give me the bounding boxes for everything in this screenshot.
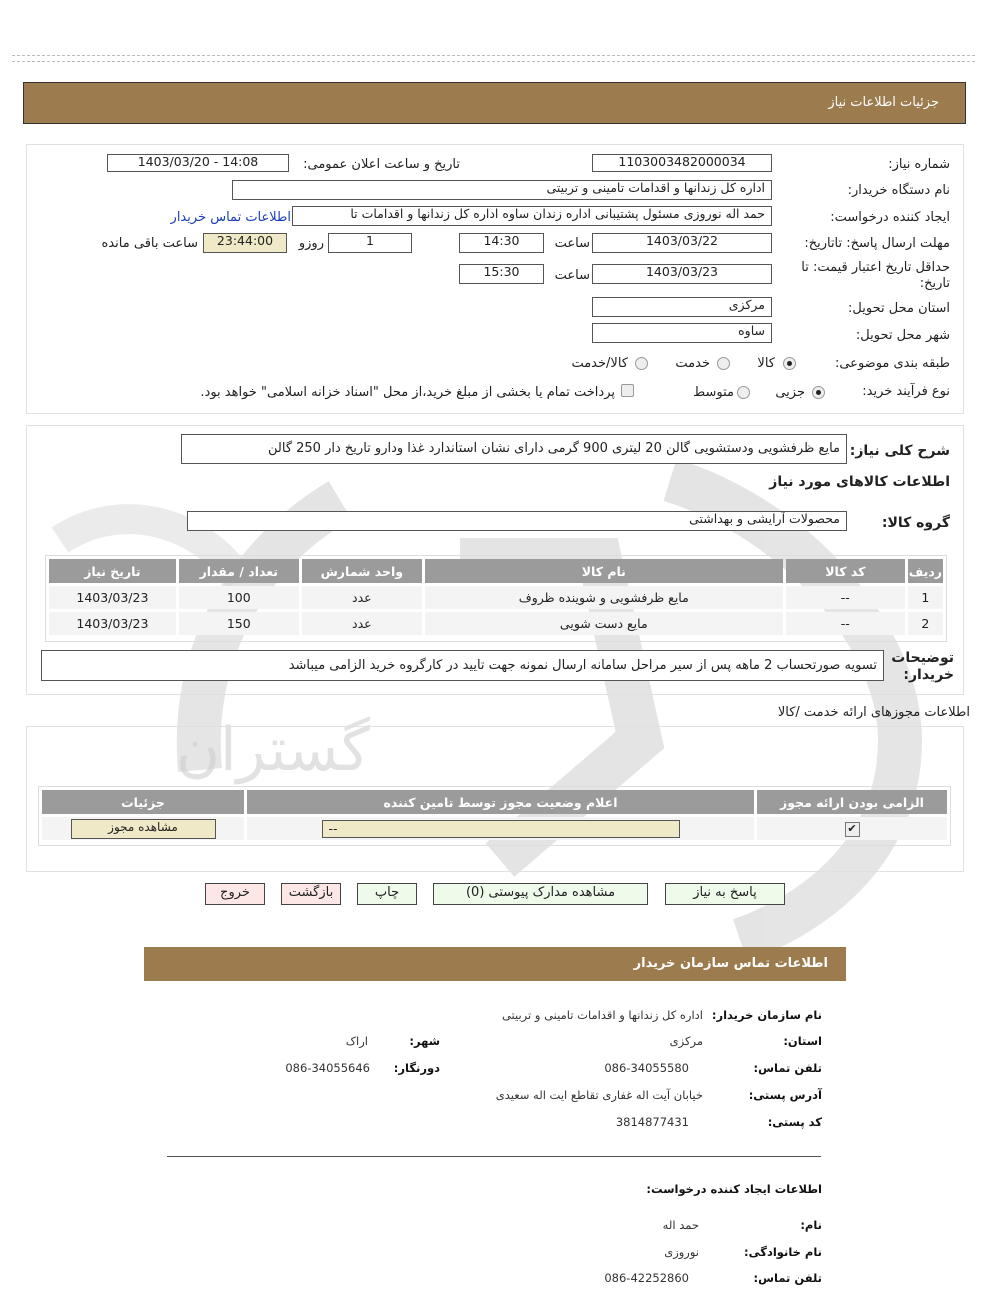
creator-family-value: نوروزی: [664, 1245, 699, 1259]
table-row: [49, 586, 943, 609]
buyer-notes-field: تسویه صورتحساب 2 ماهه پس از سیر مراحل سامانه ارسال نمونه جهت تایید در کارگروه خرید الزامی میباشد: [41, 650, 884, 681]
treasury-payment-checkbox[interactable]: [621, 384, 634, 397]
exit-button[interactable]: خروج: [205, 883, 265, 905]
process-minor-label: جزیی: [775, 385, 805, 400]
page-title: جزئیات اطلاعات نیاز: [828, 95, 939, 110]
deadline-date-field: 1403/03/22: [592, 233, 772, 253]
print-button[interactable]: چاپ: [357, 883, 417, 905]
contact-title: اطلاعات تماس سازمان خریدار: [633, 956, 828, 971]
deadline-label: مهلت ارسال پاسخ: تاتاریخ:: [804, 236, 950, 251]
days-field: 1: [328, 233, 412, 253]
remaining-time-label: ساعت باقی مانده: [101, 236, 198, 251]
process-medium-radio[interactable]: [737, 386, 750, 399]
col-qty: تعداد / مقدار: [179, 559, 299, 583]
contact-divider: [167, 1156, 821, 1157]
need-number-label: شماره نیاز:: [888, 157, 950, 172]
contact-fax-label: دورنگار:: [393, 1061, 440, 1075]
process-minor-radio[interactable]: [812, 386, 825, 399]
col-date: تاریخ نیاز: [49, 559, 176, 583]
category-label: طبقه بندی موضوعی:: [834, 356, 950, 371]
buyer-name-label: نام دستگاه خریدار:: [847, 183, 950, 198]
col-permit-status: اعلام وضعیت مجوز توسط تامین کننده: [247, 790, 754, 814]
back-button[interactable]: بازگشت: [281, 883, 341, 905]
top-divider: [12, 55, 975, 62]
contact-fax-value: 086-34055646: [285, 1061, 370, 1075]
creator-family-label: نام خانوادگی:: [744, 1245, 822, 1259]
contact-city-label: شهر:: [409, 1034, 440, 1048]
process-medium-label: متوسط: [693, 385, 734, 400]
permit-details-cell: [42, 817, 244, 840]
contact-phone-value: 086-34055580: [604, 1061, 689, 1075]
page-header: [23, 82, 966, 124]
view-permit-button[interactable]: مشاهده مجوز: [71, 819, 216, 839]
col-row: ردیف: [908, 559, 943, 583]
category-both-label: کالا/خدمت: [571, 356, 628, 371]
creator-name-label: نام:: [800, 1218, 822, 1232]
contact-address-label: آدرس پستی:: [748, 1088, 822, 1102]
category-both-radio[interactable]: [635, 357, 648, 370]
goods-table-frame: [45, 555, 947, 642]
goods-qty: 150: [226, 616, 251, 631]
goods-date: 1403/03/23: [76, 590, 149, 605]
process-type-label: نوع فرآیند خرید:: [862, 384, 950, 399]
goods-unit: عدد: [352, 616, 372, 631]
permit-status-cell: [247, 817, 754, 840]
buyer-name-field: اداره کل زندانها و اقدامات تامینی و تربیتی: [232, 180, 772, 200]
permit-status-field[interactable]: --: [322, 820, 680, 838]
contact-province-value: مرکزی: [669, 1034, 703, 1048]
city-label: شهر محل تحویل:: [855, 328, 950, 343]
announce-date-label: تاریخ و ساعت اعلان عمومی:: [303, 157, 460, 172]
contact-postal-label: کد پستی:: [767, 1115, 822, 1129]
row-index: 1: [921, 590, 930, 605]
goods-group-label: گروه کالا:: [881, 515, 950, 531]
goods-section-title: اطلاعات کالاهای مورد نیاز: [769, 474, 950, 490]
category-goods-label: کالا: [757, 356, 775, 371]
contact-address-value: خیابان آیت اله غفاری تقاطع ایت اله سعیدی: [495, 1088, 703, 1102]
table-row: [42, 817, 947, 840]
province-field: مرکزی: [592, 297, 772, 317]
permit-required-cell: [757, 817, 947, 840]
attachments-button[interactable]: مشاهده مدارک پیوستی (0): [433, 883, 648, 905]
permits-title: اطلاعات مجوزهای ارائه خدمت /کالا: [777, 705, 970, 720]
creator-phone-label: تلفن تماس:: [753, 1271, 822, 1285]
permits-table-header: [42, 790, 947, 814]
table-row: [49, 612, 943, 635]
creator-phone-value: 086-42252860: [604, 1271, 689, 1285]
buyer-notes-label: توضیحات خریدار:: [891, 650, 954, 683]
contact-phone-label: تلفن تماس:: [753, 1061, 822, 1075]
permit-required-checkbox[interactable]: ✔: [845, 822, 860, 837]
org-label: نام سازمان خریدار:: [711, 1008, 822, 1022]
goods-unit: عدد: [352, 590, 372, 605]
price-validity-time-field: 15:30: [459, 264, 544, 284]
col-name: نام کالا: [425, 559, 783, 583]
goods-group-field: محصولات آرایشی و بهداشتی: [187, 511, 847, 531]
col-code: کد کالا: [786, 559, 905, 583]
need-number-field: 1103003482000034: [592, 154, 772, 172]
watermark-text: گستران: [175, 715, 370, 785]
permits-table: [39, 787, 950, 843]
goods-code: --: [840, 590, 850, 605]
deadline-time-label: ساعت: [554, 236, 590, 251]
contact-province-label: استان:: [783, 1034, 822, 1048]
price-validity-time-label: ساعت: [554, 268, 590, 283]
category-goods-radio[interactable]: [783, 357, 796, 370]
category-service-label: خدمت: [675, 356, 710, 371]
price-validity-label: حداقل تاریخ اعتبار قیمت: تا تاریخ:: [801, 260, 950, 291]
buyer-contact-link[interactable]: اطلاعات تماس خریدار: [170, 210, 291, 225]
keywords-label: شرح کلی نیاز:: [849, 443, 950, 459]
contact-city-value: اراک: [345, 1034, 368, 1048]
col-permit-required: الزامی بودن ارائه مجوز: [757, 790, 947, 814]
days-label: روزو: [298, 236, 324, 251]
goods-table-header: [49, 559, 943, 583]
goods-table: [46, 556, 946, 638]
remaining-time-field: 23:44:00: [203, 233, 287, 253]
contact-header: [144, 947, 846, 981]
category-service-radio[interactable]: [717, 357, 730, 370]
province-label: استان محل تحویل:: [848, 301, 950, 316]
creator-name-value: حمد اله: [662, 1218, 699, 1232]
announce-date-field: 1403/03/20 - 14:08: [107, 154, 289, 172]
goods-date: 1403/03/23: [76, 616, 149, 631]
price-validity-date-field: 1403/03/23: [592, 264, 772, 284]
requester-label: ایجاد کننده درخواست:: [830, 210, 950, 225]
creator-info-title: اطلاعات ایجاد کننده درخواست:: [646, 1182, 822, 1196]
city-field: ساوه: [592, 323, 772, 343]
goods-name: مایع ظرفشویی و شوینده ظروف: [518, 590, 689, 605]
keywords-field: مایع ظرفشویی ودستشویی گالن 20 لیتری 900 گرمی دارای نشان استاندارد غذا ودارو تاریخ دار 250 گالن: [181, 434, 847, 464]
row-index: 2: [921, 616, 930, 631]
goods-code: --: [840, 616, 850, 631]
goods-name: مایع دست شویی: [559, 616, 648, 631]
treasury-payment-text: پرداخت تمام یا بخشی از مبلغ خرید،از محل "اسناد خزانه اسلامی" خواهد بود.: [200, 385, 615, 400]
deadline-time-field: 14:30: [459, 233, 544, 253]
goods-qty: 100: [226, 590, 251, 605]
requester-field: حمد اله نوروزی مسئول پشتیبانی اداره زندان ساوه اداره کل زندانها و اقدامات تا: [292, 206, 772, 226]
col-unit: واحد شمارش: [302, 559, 422, 583]
permits-table-frame: [38, 786, 951, 846]
reply-button[interactable]: پاسخ به نیاز: [665, 883, 785, 905]
contact-postal-value: 3814877431: [615, 1115, 689, 1129]
col-permit-details: جزئیات: [42, 790, 244, 814]
org-value: اداره کل زندانها و اقدامات تامینی و تربیتی: [501, 1008, 703, 1022]
